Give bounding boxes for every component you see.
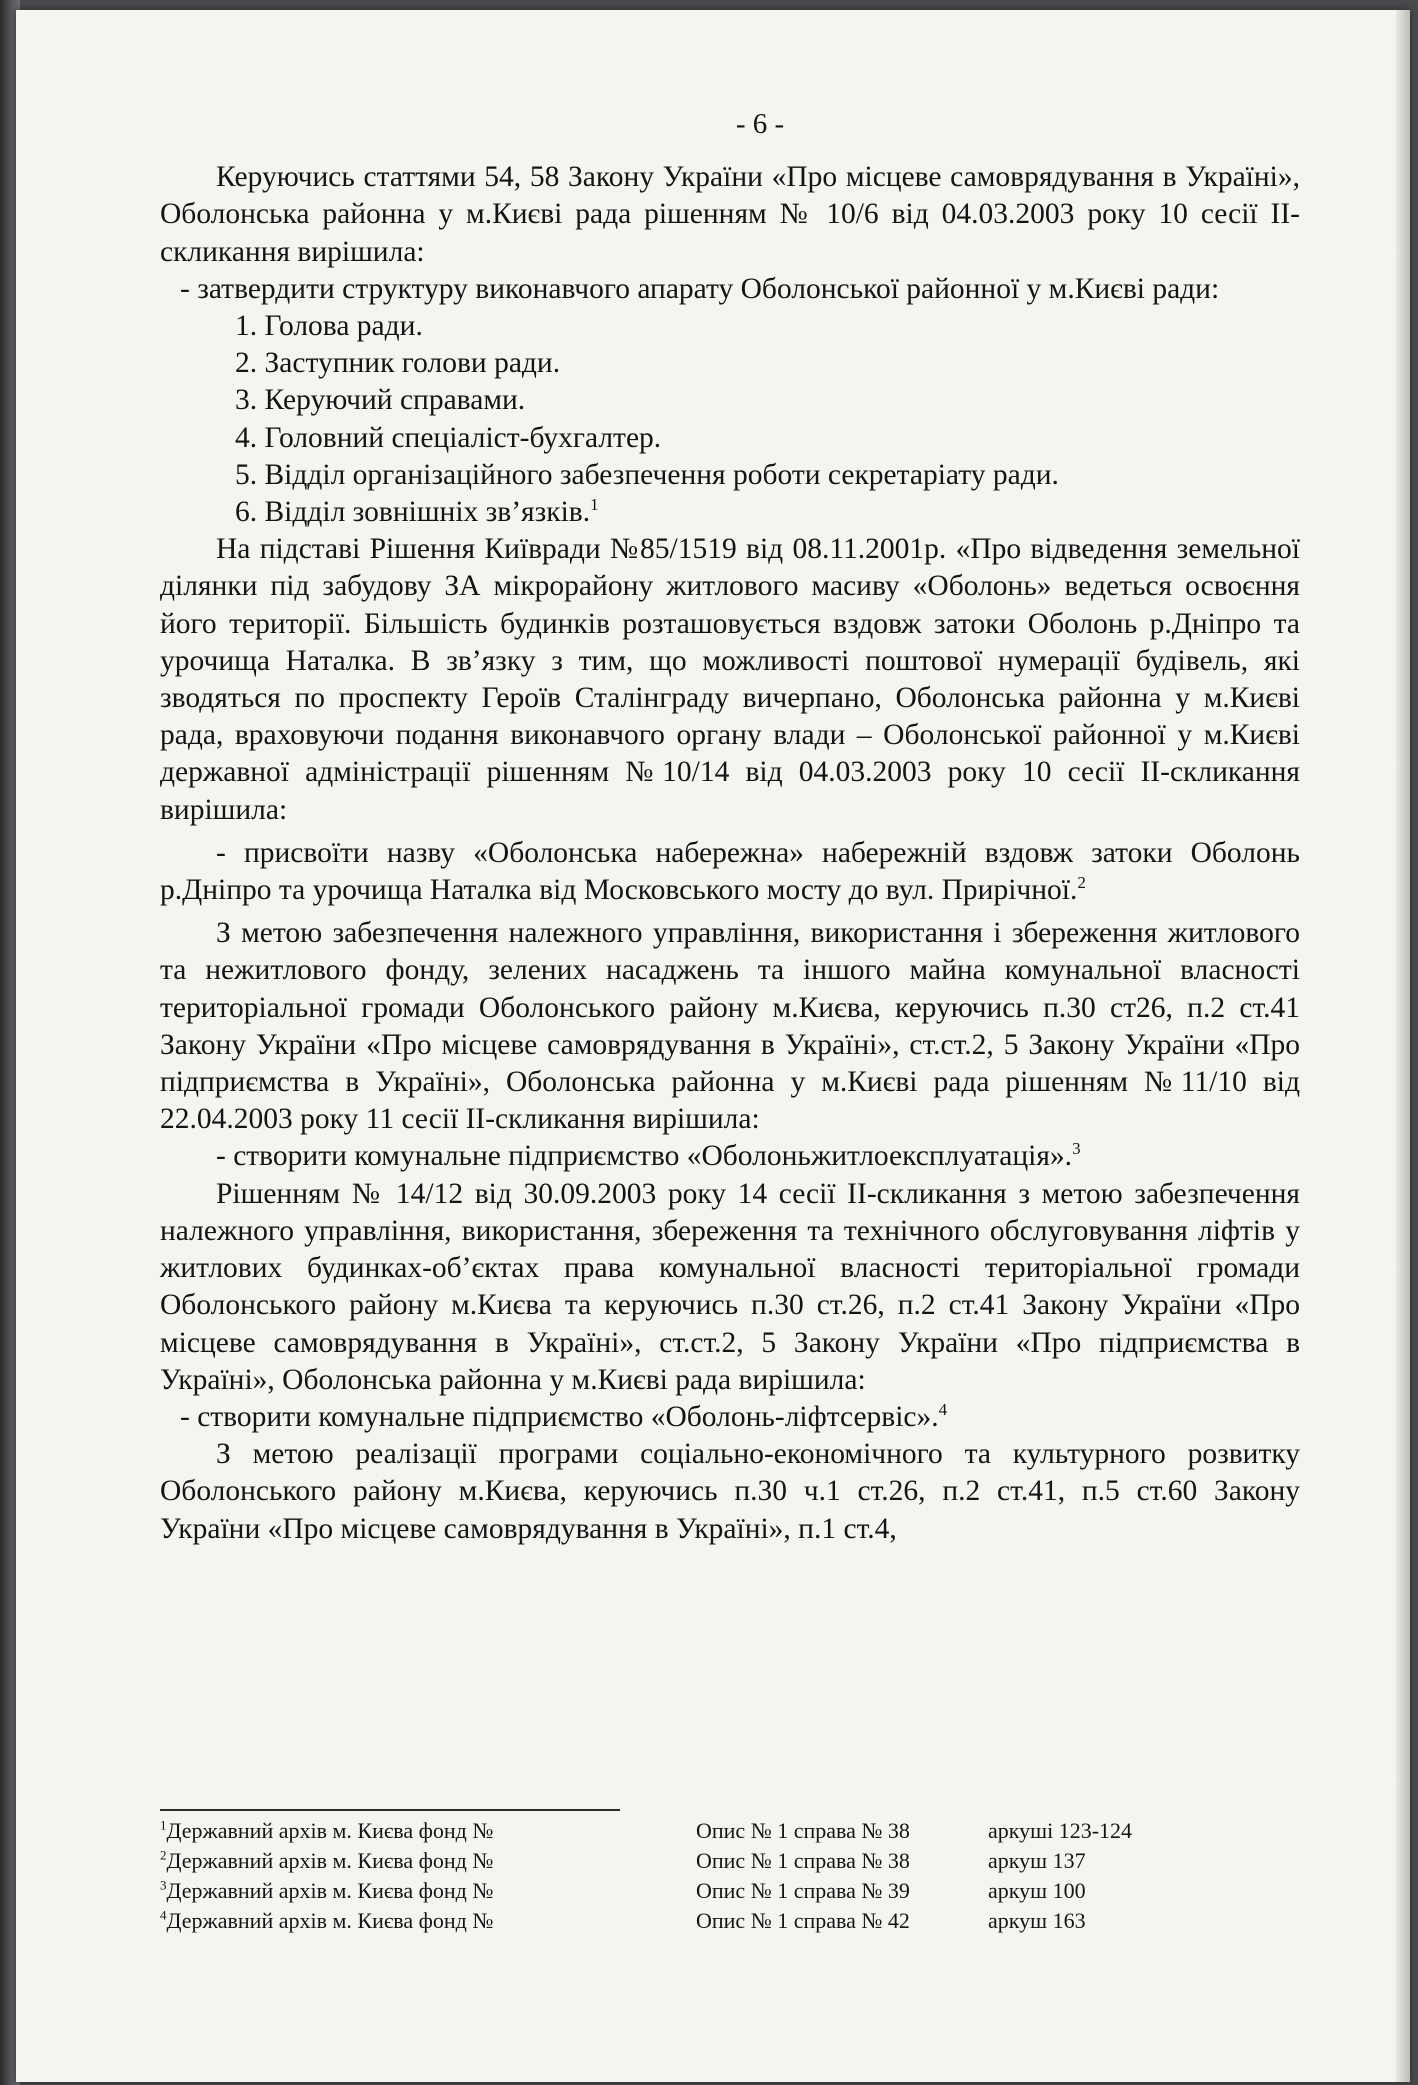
paragraph-2: - затвердити структуру виконавчого апарату Оболонської районної у м.Києві ради: — [180, 272, 1220, 305]
paragraph-5: З метою забезпечення належного управління, використання і збереження житлового та нежитлового фонду, зелених насаджень та іншого майна комунальної власності територіальної громади Оболонського району м.Києва, керуючись п.30 ст26, п.2 ст.41 Закону України «Про місцеве самоврядування в Україні», ст.ст.2, 5 Закону України «Про підприємства в Україні», Оболонська районна у м.Києві рада рішенням №11/10 від 22.04.2003 року 11 сесії ІІ-скликання вирішила: — [160, 917, 1300, 1136]
list-item: 2. Заступник голови ради. — [235, 347, 561, 380]
footnote-source — [160, 1906, 696, 1936]
footnote-divider — [160, 1809, 620, 1811]
list-item: 5. Відділ організаційного забезпечення роботи секретаріату ради. — [235, 458, 1059, 491]
footnote-source-text: Державний архів м. Києва фонд № — [166, 1878, 494, 1903]
paragraph-6 — [160, 1138, 1300, 1175]
list-item: 3. Керуючий справами. — [235, 384, 526, 417]
list-item-text: 6. Відділ зовнішніх зв’язків. — [235, 496, 591, 529]
paragraph-4-text: - присвоїти назву «Оболонська набережна» набережній вздовж затоки Оболонь р.Дніпро та урочища Наталка від Московського мосту до вул. Прирічної. — [160, 836, 1300, 907]
footnote-row — [160, 1906, 1160, 1936]
list-item: 1. Голова ради. — [235, 310, 423, 343]
footnote-row — [160, 1876, 1160, 1906]
footnote-row — [160, 1846, 1160, 1876]
footnote-mark: 1 — [590, 495, 599, 515]
paragraph-1: Керуючись статтями 54, 58 Закону України «Про місцеве самоврядування в Україні», Оболонська районна у м.Києві рада рішенням № 10/6 від 04.03.2003 року 10 сесії ІІ-скликання вирішила: — [160, 161, 1300, 268]
footnote-mark: 3 — [160, 1877, 167, 1893]
footnote-arkush: аркуш 137 — [988, 1848, 1086, 1873]
paper-edge — [1396, 10, 1410, 2082]
footnote-mark: 3 — [1072, 1139, 1081, 1159]
footnote-mark: 2 — [1077, 873, 1086, 893]
footnote-source-text: Державний архів м. Києва фонд № — [166, 1818, 494, 1843]
footnotes — [160, 1816, 1160, 1936]
paragraph-7: Рішенням № 14/12 від 30.09.2003 року 14 сесії ІІ-скликання з метою забезпечення належного управління, використання, збереження та технічного обслуговування ліфтів у житлових будинках-об’єктах права комунальної власності територіальної громади Оболонського району м.Києва та керуючись п.30 ст.26, п.2 ст.41 Закону України «Про місцеве самоврядування в Україні», ст.ст.2, 5 Закону України «Про підприємства в Україні», Оболонська районна у м.Києві рада вирішила: — [160, 1177, 1300, 1396]
footnote-mark: 2 — [160, 1847, 167, 1863]
footnote-arkush: аркуш 163 — [988, 1908, 1086, 1933]
footnote-row — [160, 1816, 1160, 1846]
footnote-source-text: Державний архів м. Києва фонд № — [166, 1908, 494, 1933]
footnote-opys: Опис № 1 справа № 39 — [696, 1878, 910, 1903]
footnote-source — [160, 1846, 696, 1876]
footnote-source-text: Державний архів м. Києва фонд № — [166, 1848, 494, 1873]
footnote-mark: 4 — [160, 1907, 167, 1923]
page-number: - 6 - — [735, 108, 785, 140]
list-item: 4. Головний спеціаліст-бухгалтер. — [235, 421, 662, 454]
footnote-source — [160, 1816, 696, 1846]
paragraph-4 — [160, 835, 1300, 909]
footnote-mark: 1 — [160, 1817, 167, 1833]
footnote-source — [160, 1876, 696, 1906]
footnote-mark: 4 — [938, 1400, 948, 1420]
footnote-arkush: аркуш 100 — [988, 1878, 1086, 1903]
paragraph-8-text: - створити комунальне підприємство «Оболонь-ліфтсервіс». — [180, 1400, 939, 1433]
footnote-opys: Опис № 1 справа № 42 — [696, 1908, 910, 1933]
list-item-last — [160, 494, 1300, 531]
footnote-arkush: аркуші 123-124 — [988, 1818, 1133, 1843]
document-body — [160, 106, 1300, 1548]
footnote-opys: Опис № 1 справа № 38 — [696, 1848, 910, 1873]
paragraph-8 — [160, 1399, 1300, 1436]
paragraph-3: На підставі Рішення Київради №85/1519 від 08.11.2001р. «Про відведення земельної ділянки під забудову ЗА мікрорайону житлового масиву «Оболонь» ведеться освоєння його території. Більшість будинків розташовується вздовж затоки Оболонь р.Дніпро та урочища Наталка. В зв’язку з тим, що можливості поштової нумерації будівель, які зводяться по проспекту Героїв Сталінграду вичерпано, Оболонська районна у м.Києві рада, враховуючи подання виконавчого органу влади – Оболонської районної у м.Києві державної адміністрації рішенням №10/14 від 04.03.2003 року 10 сесії ІІ-скликання вирішила: — [160, 533, 1300, 826]
paragraph-6-text: - створити комунальне підприємство «Оболоньжитлоексплуатація». — [216, 1140, 1073, 1173]
footnote-opys: Опис № 1 справа № 38 — [696, 1818, 910, 1843]
paragraph-9: З метою реалізації програми соціально-економічного та культурного розвитку Оболонського району м.Києва, керуючись п.30 ч.1 ст.26, п.2 ст.41, п.5 ст.60 Закону України «Про місцеве самоврядування в Україні», п.1 ст.4, — [160, 1438, 1300, 1545]
